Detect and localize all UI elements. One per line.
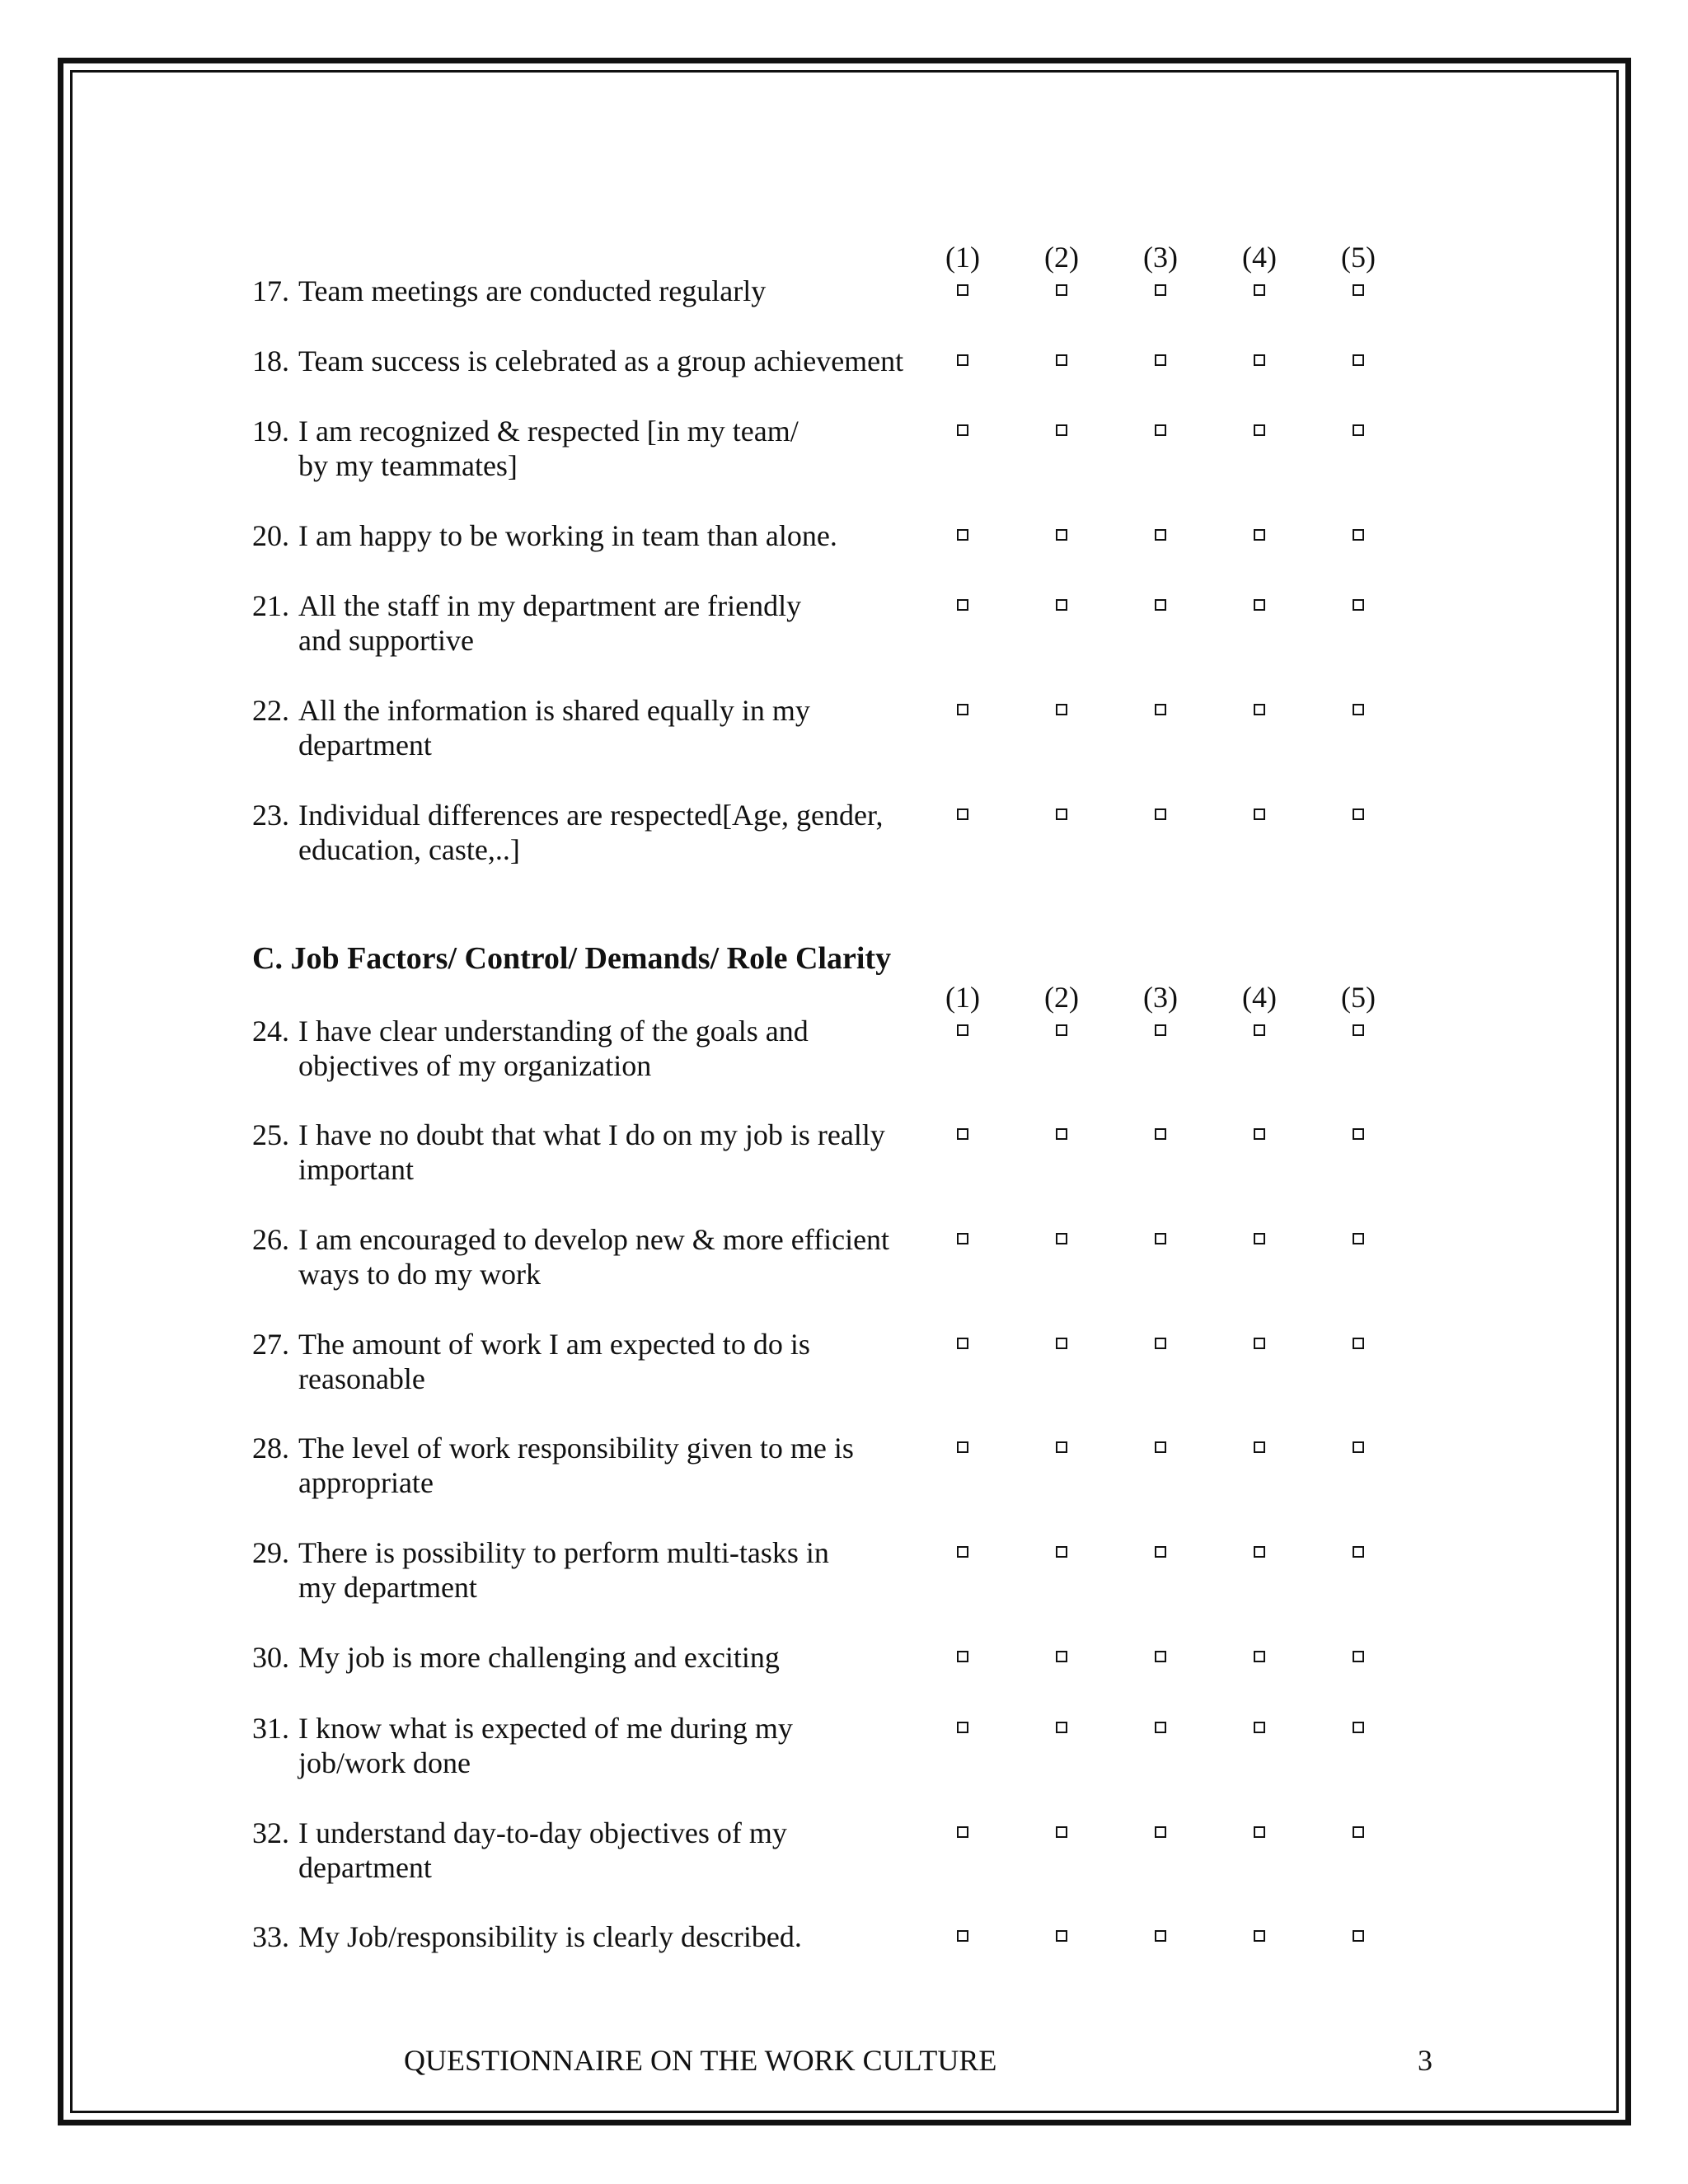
- question-text: [298, 1118, 925, 1187]
- question-number: 17.: [252, 274, 289, 307]
- question-text-line: ways to do my work: [298, 1258, 541, 1291]
- rating-checkbox-4[interactable]: [1254, 1128, 1265, 1140]
- rating-checkbox-2[interactable]: [1056, 1722, 1067, 1733]
- question-number: 19.: [252, 415, 289, 448]
- rating-checkbox-4[interactable]: [1254, 1441, 1265, 1453]
- rating-checkbox-2[interactable]: [1056, 1128, 1067, 1140]
- rating-checkbox-5[interactable]: [1353, 1128, 1364, 1140]
- question-number: 26.: [252, 1223, 289, 1256]
- rating-checkbox-5[interactable]: [1353, 1930, 1364, 1942]
- rating-checkbox-4[interactable]: [1254, 1233, 1265, 1244]
- rating-checkbox-3[interactable]: [1155, 1024, 1166, 1036]
- rating-checkbox-4[interactable]: [1254, 599, 1265, 611]
- question-text: [298, 1919, 925, 1954]
- scale-label-2: (2): [1044, 241, 1079, 274]
- rating-checkbox-5[interactable]: [1353, 529, 1364, 541]
- rating-checkbox-4[interactable]: [1254, 529, 1265, 541]
- section-c-title: C. Job Factors/ Control/ Demands/ Role Clarity: [252, 941, 892, 976]
- question-number: 30.: [252, 1641, 289, 1674]
- question-text-line: objectives of my organization: [298, 1049, 652, 1082]
- rating-checkbox-4[interactable]: [1254, 1651, 1265, 1662]
- scale-label-1: (1): [945, 241, 980, 274]
- rating-checkbox-1[interactable]: [957, 1338, 968, 1349]
- question-text: [298, 274, 925, 308]
- rating-checkbox-2[interactable]: [1056, 1441, 1067, 1453]
- rating-checkbox-5[interactable]: [1353, 1546, 1364, 1558]
- question-number: 31.: [252, 1712, 289, 1745]
- question-text: [298, 1327, 925, 1396]
- rating-checkbox-5[interactable]: [1353, 424, 1364, 436]
- question-text-line: I am recognized & respected [in my team/: [298, 415, 799, 448]
- question-text: [298, 693, 925, 762]
- rating-checkbox-3[interactable]: [1155, 1233, 1166, 1244]
- rating-checkbox-4[interactable]: [1254, 1338, 1265, 1349]
- rating-checkbox-2[interactable]: [1056, 808, 1067, 820]
- question-number: 20.: [252, 519, 289, 552]
- question-number: 32.: [252, 1816, 289, 1849]
- question-text-line: reasonable: [298, 1362, 425, 1395]
- rating-checkbox-3[interactable]: [1155, 704, 1166, 715]
- rating-checkbox-1[interactable]: [957, 1651, 968, 1662]
- rating-checkbox-2[interactable]: [1056, 704, 1067, 715]
- question-number: 24.: [252, 1015, 289, 1047]
- rating-checkbox-5[interactable]: [1353, 1233, 1364, 1244]
- rating-checkbox-4[interactable]: [1254, 704, 1265, 715]
- question-text-line: My job is more challenging and exciting: [298, 1641, 780, 1674]
- footer-title: QUESTIONNAIRE ON THE WORK CULTURE: [404, 2044, 997, 2077]
- question-text-line: I am encouraged to develop new & more efficient: [298, 1223, 890, 1256]
- rating-checkbox-2[interactable]: [1056, 529, 1067, 541]
- rating-checkbox-1[interactable]: [957, 1546, 968, 1558]
- scale-header-c: [0, 979, 1688, 1015]
- question-text: [298, 798, 925, 867]
- rating-checkbox-3[interactable]: [1155, 1128, 1166, 1140]
- question-text: [298, 1431, 925, 1500]
- rating-checkbox-3[interactable]: [1155, 599, 1166, 611]
- rating-checkbox-5[interactable]: [1353, 284, 1364, 296]
- rating-checkbox-2[interactable]: [1056, 1546, 1067, 1558]
- question-text: [298, 1640, 925, 1675]
- question-text: [298, 1711, 925, 1780]
- question-text: [298, 1014, 925, 1083]
- rating-checkbox-2[interactable]: [1056, 354, 1067, 366]
- rating-checkbox-3[interactable]: [1155, 424, 1166, 436]
- rating-checkbox-5[interactable]: [1353, 1441, 1364, 1453]
- rating-checkbox-3[interactable]: [1155, 1338, 1166, 1349]
- rating-checkbox-4[interactable]: [1254, 284, 1265, 296]
- question-number: 27.: [252, 1328, 289, 1361]
- rating-checkbox-1[interactable]: [957, 284, 968, 296]
- question-text-line: I am happy to be working in team than alone.: [298, 519, 837, 552]
- rating-checkbox-2[interactable]: [1056, 1338, 1067, 1349]
- rating-checkbox-3[interactable]: [1155, 354, 1166, 366]
- rating-checkbox-2[interactable]: [1056, 284, 1067, 296]
- question-text-line: by my teammates]: [298, 449, 518, 482]
- question-text-line: My Job/responsibility is clearly described.: [298, 1920, 802, 1953]
- rating-checkbox-1[interactable]: [957, 1128, 968, 1140]
- question-number: 23.: [252, 799, 289, 832]
- scale-label-4: (4): [1242, 241, 1277, 274]
- rating-checkbox-1[interactable]: [957, 808, 968, 820]
- question-text-line: important: [298, 1153, 414, 1186]
- question-text-line: The level of work responsibility given to me is: [298, 1432, 854, 1465]
- rating-checkbox-4[interactable]: [1254, 1024, 1265, 1036]
- rating-checkbox-1[interactable]: [957, 1930, 968, 1942]
- question-text: [298, 1535, 925, 1605]
- rating-checkbox-1[interactable]: [957, 1441, 968, 1453]
- rating-checkbox-2[interactable]: [1056, 1826, 1067, 1838]
- question-text-line: I know what is expected of me during my: [298, 1712, 793, 1745]
- question-text-line: I have no doubt that what I do on my job is really: [298, 1118, 885, 1151]
- scale-label-2: (2): [1044, 981, 1079, 1014]
- scale-header-b: [0, 239, 1688, 275]
- question-number: 21.: [252, 589, 289, 622]
- rating-checkbox-3[interactable]: [1155, 1441, 1166, 1453]
- question-text-line: education, caste,..]: [298, 833, 520, 866]
- question-text: [298, 588, 925, 658]
- question-text-line: Team success is celebrated as a group achievement: [298, 344, 904, 377]
- rating-checkbox-2[interactable]: [1056, 1651, 1067, 1662]
- scale-label-1: (1): [945, 981, 980, 1014]
- question-text-line: Team meetings are conducted regularly: [298, 274, 767, 307]
- rating-checkbox-3[interactable]: [1155, 1826, 1166, 1838]
- scale-label-4: (4): [1242, 981, 1277, 1014]
- question-number: 28.: [252, 1432, 289, 1465]
- rating-checkbox-4[interactable]: [1254, 808, 1265, 820]
- rating-checkbox-1[interactable]: [957, 1233, 968, 1244]
- rating-checkbox-2[interactable]: [1056, 1024, 1067, 1036]
- question-text-line: All the information is shared equally in my: [298, 694, 810, 727]
- question-text: [298, 414, 925, 483]
- scale-label-5: (5): [1341, 981, 1376, 1014]
- rating-checkbox-1[interactable]: [957, 354, 968, 366]
- rating-checkbox-4[interactable]: [1254, 1930, 1265, 1942]
- rating-checkbox-4[interactable]: [1254, 1826, 1265, 1838]
- question-text-line: All the staff in my department are friendly: [298, 589, 802, 622]
- question-text-line: appropriate: [298, 1466, 434, 1499]
- rating-checkbox-5[interactable]: [1353, 808, 1364, 820]
- rating-checkbox-4[interactable]: [1254, 424, 1265, 436]
- question-text-line: and supportive: [298, 624, 474, 657]
- question-text: [298, 1222, 925, 1291]
- question-number: 18.: [252, 344, 289, 377]
- question-text-line: department: [298, 1851, 432, 1884]
- rating-checkbox-2[interactable]: [1056, 599, 1067, 611]
- question-text-line: The amount of work I am expected to do is: [298, 1328, 810, 1361]
- question-text: [298, 518, 925, 553]
- rating-checkbox-5[interactable]: [1353, 1024, 1364, 1036]
- question-number: 33.: [252, 1920, 289, 1953]
- question-number: 25.: [252, 1118, 289, 1151]
- rating-checkbox-4[interactable]: [1254, 1722, 1265, 1733]
- rating-checkbox-3[interactable]: [1155, 529, 1166, 541]
- rating-checkbox-1[interactable]: [957, 1024, 968, 1036]
- rating-checkbox-1[interactable]: [957, 529, 968, 541]
- scale-label-3: (3): [1143, 981, 1178, 1014]
- question-text: [298, 344, 925, 378]
- rating-checkbox-1[interactable]: [957, 599, 968, 611]
- question-text-line: department: [298, 729, 432, 762]
- rating-checkbox-3[interactable]: [1155, 1722, 1166, 1733]
- rating-checkbox-4[interactable]: [1254, 354, 1265, 366]
- rating-checkbox-4[interactable]: [1254, 1546, 1265, 1558]
- question-text-line: I understand day-to-day objectives of my: [298, 1816, 787, 1849]
- rating-checkbox-5[interactable]: [1353, 704, 1364, 715]
- rating-checkbox-1[interactable]: [957, 1722, 968, 1733]
- question-text-line: I have clear understanding of the goals and: [298, 1015, 809, 1047]
- rating-checkbox-5[interactable]: [1353, 1722, 1364, 1733]
- rating-checkbox-5[interactable]: [1353, 1651, 1364, 1662]
- question-text-line: my department: [298, 1571, 477, 1604]
- rating-checkbox-1[interactable]: [957, 424, 968, 436]
- rating-checkbox-5[interactable]: [1353, 599, 1364, 611]
- scale-label-5: (5): [1341, 241, 1376, 274]
- rating-checkbox-5[interactable]: [1353, 1826, 1364, 1838]
- question-text-line: There is possibility to perform multi-tasks in: [298, 1536, 829, 1569]
- scale-label-3: (3): [1143, 241, 1178, 274]
- question-number: 29.: [252, 1536, 289, 1569]
- rating-checkbox-3[interactable]: [1155, 808, 1166, 820]
- rating-checkbox-2[interactable]: [1056, 1930, 1067, 1942]
- rating-checkbox-5[interactable]: [1353, 1338, 1364, 1349]
- rating-checkbox-3[interactable]: [1155, 284, 1166, 296]
- rating-checkbox-3[interactable]: [1155, 1546, 1166, 1558]
- rating-checkbox-2[interactable]: [1056, 1233, 1067, 1244]
- rating-checkbox-1[interactable]: [957, 1826, 968, 1838]
- rating-checkbox-1[interactable]: [957, 704, 968, 715]
- question-text-line: job/work done: [298, 1746, 471, 1779]
- question-text-line: Individual differences are respected[Age, gender,: [298, 799, 884, 832]
- question-text: [298, 1816, 925, 1885]
- rating-checkbox-5[interactable]: [1353, 354, 1364, 366]
- page-number: 3: [1418, 2044, 1432, 2077]
- question-number: 22.: [252, 694, 289, 727]
- rating-checkbox-3[interactable]: [1155, 1651, 1166, 1662]
- rating-checkbox-3[interactable]: [1155, 1930, 1166, 1942]
- rating-checkbox-2[interactable]: [1056, 424, 1067, 436]
